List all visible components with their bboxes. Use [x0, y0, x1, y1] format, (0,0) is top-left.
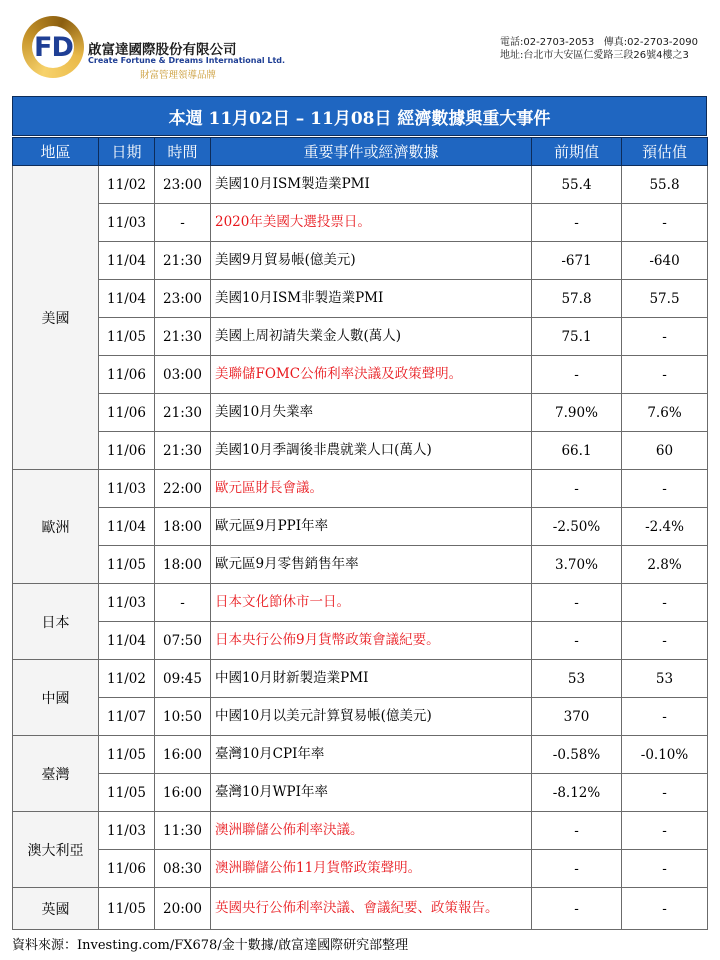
estimate-value-cell: -: [622, 204, 708, 242]
date-cell: 11/03: [99, 204, 155, 242]
event-cell: 美國10月失業率: [211, 394, 532, 432]
event-cell: 中國10月以美元計算貿易帳(億美元): [211, 698, 532, 736]
estimate-value-cell: -: [622, 356, 708, 394]
region-cell: 中國: [13, 660, 99, 736]
date-cell: 11/05: [99, 546, 155, 584]
time-cell: 10:50: [155, 698, 211, 736]
event-cell: 歐元區財長會議。: [211, 470, 532, 508]
table-row: [13, 166, 708, 204]
estimate-value-cell: 55.8: [622, 166, 708, 204]
date-cell: 11/02: [99, 660, 155, 698]
table-row: [13, 850, 708, 888]
table-row: [13, 736, 708, 774]
region-cell: 日本: [13, 584, 99, 660]
time-cell: 21:30: [155, 318, 211, 356]
previous-value-cell: 370: [532, 698, 622, 736]
time-cell: 18:00: [155, 546, 211, 584]
estimate-value-cell: 53: [622, 660, 708, 698]
header-estimate: 預估值: [622, 138, 708, 166]
previous-value-cell: -: [532, 888, 622, 930]
header-date: 日期: [99, 138, 155, 166]
time-cell: 07:50: [155, 622, 211, 660]
date-cell: 11/03: [99, 584, 155, 622]
table-row: [13, 394, 708, 432]
event-cell: 美國10月季調後非農就業人口(萬人): [211, 432, 532, 470]
estimate-value-cell: -: [622, 850, 708, 888]
previous-value-cell: -0.58%: [532, 736, 622, 774]
header-time: 時間: [155, 138, 211, 166]
estimate-value-cell: 2.8%: [622, 546, 708, 584]
header-event: 重要事件或經濟數據: [211, 138, 532, 166]
date-cell: 11/06: [99, 850, 155, 888]
header-previous: 前期值: [532, 138, 622, 166]
time-cell: 11:30: [155, 812, 211, 850]
date-cell: 11/03: [99, 470, 155, 508]
date-cell: 11/05: [99, 736, 155, 774]
event-cell: 歐元區9月零售銷售年率: [211, 546, 532, 584]
estimate-value-cell: -: [622, 470, 708, 508]
previous-value-cell: 53: [532, 660, 622, 698]
company-name-en: Create Fortune & Dreams International Ltd.: [88, 56, 286, 65]
estimate-value-cell: -: [622, 812, 708, 850]
table-header-row: [13, 138, 708, 166]
previous-value-cell: -: [532, 622, 622, 660]
company-tagline: 財富管理領導品牌: [140, 70, 217, 81]
date-cell: 11/05: [99, 888, 155, 930]
table-row: [13, 660, 708, 698]
estimate-value-cell: -: [622, 774, 708, 812]
table-row: [13, 622, 708, 660]
estimate-value-cell: -0.10%: [622, 736, 708, 774]
time-cell: 08:30: [155, 850, 211, 888]
event-cell: 美國10月ISM製造業PMI: [211, 166, 532, 204]
previous-value-cell: -671: [532, 242, 622, 280]
previous-value-cell: -: [532, 204, 622, 242]
event-cell: 日本央行公佈9月貨幣政策會議紀要。: [211, 622, 532, 660]
time-cell: 20:00: [155, 888, 211, 930]
table-row: [13, 584, 708, 622]
estimate-value-cell: -640: [622, 242, 708, 280]
date-cell: 11/04: [99, 242, 155, 280]
event-cell: 英國央行公佈利率決議、會議紀要、政策報告。: [211, 888, 532, 930]
event-cell: 歐元區9月PPI年率: [211, 508, 532, 546]
time-cell: -: [155, 584, 211, 622]
event-cell: 美國9月貿易帳(億美元): [211, 242, 532, 280]
header-region: 地區: [13, 138, 99, 166]
company-name-zh: 啟富達國際股份有限公司: [88, 42, 237, 58]
region-cell: 英國: [13, 888, 99, 930]
events-table-body: [13, 166, 708, 930]
time-cell: 21:30: [155, 394, 211, 432]
table-row: [13, 698, 708, 736]
region-cell: 澳大利亞: [13, 812, 99, 888]
time-cell: 23:00: [155, 166, 211, 204]
time-cell: 23:00: [155, 280, 211, 318]
event-cell: 2020年美國大選投票日。: [211, 204, 532, 242]
logo-mark: FD: [34, 32, 73, 63]
page-title: 本週 11月02日 – 11月08日 經濟數據與重大事件: [12, 96, 707, 136]
previous-value-cell: 66.1: [532, 432, 622, 470]
table-row: [13, 812, 708, 850]
previous-value-cell: -: [532, 850, 622, 888]
events-table: [12, 137, 708, 930]
event-cell: 美聯儲FOMC公佈利率決議及政策聲明。: [211, 356, 532, 394]
previous-value-cell: -: [532, 584, 622, 622]
event-cell: 臺灣10月WPI年率: [211, 774, 532, 812]
estimate-value-cell: -: [622, 584, 708, 622]
fax-number: 傳真:02-2703-2090: [603, 37, 698, 48]
event-cell: 臺灣10月CPI年率: [211, 736, 532, 774]
event-cell: 日本文化節休市一日。: [211, 584, 532, 622]
table-row: [13, 318, 708, 356]
estimate-value-cell: 7.6%: [622, 394, 708, 432]
date-cell: 11/06: [99, 356, 155, 394]
time-cell: 09:45: [155, 660, 211, 698]
date-cell: 11/03: [99, 812, 155, 850]
event-cell: 美國上周初請失業金人數(萬人): [211, 318, 532, 356]
previous-value-cell: -: [532, 356, 622, 394]
table-row: [13, 774, 708, 812]
event-cell: 美國10月ISM非製造業PMI: [211, 280, 532, 318]
estimate-value-cell: -: [622, 888, 708, 930]
estimate-value-cell: -: [622, 318, 708, 356]
time-cell: 16:00: [155, 736, 211, 774]
estimate-value-cell: 57.5: [622, 280, 708, 318]
time-cell: 21:30: [155, 242, 211, 280]
table-row: [13, 432, 708, 470]
time-cell: -: [155, 204, 211, 242]
estimate-value-cell: -: [622, 698, 708, 736]
date-cell: 11/04: [99, 280, 155, 318]
table-row: [13, 280, 708, 318]
time-cell: 18:00: [155, 508, 211, 546]
table-row: [13, 546, 708, 584]
table-row: [13, 470, 708, 508]
estimate-value-cell: 60: [622, 432, 708, 470]
time-cell: 16:00: [155, 774, 211, 812]
time-cell: 22:00: [155, 470, 211, 508]
contact-info: [500, 36, 698, 62]
table-row: [13, 204, 708, 242]
region-cell: 臺灣: [13, 736, 99, 812]
table-row: [13, 888, 708, 930]
previous-value-cell: 7.90%: [532, 394, 622, 432]
address: 地址:台北市大安區仁愛路三段26號4樓之3: [500, 50, 689, 61]
table-row: [13, 356, 708, 394]
previous-value-cell: -: [532, 470, 622, 508]
estimate-value-cell: -2.4%: [622, 508, 708, 546]
time-cell: 03:00: [155, 356, 211, 394]
date-cell: 11/05: [99, 774, 155, 812]
company-logo: [20, 12, 290, 84]
event-cell: 澳洲聯儲公佈利率決議。: [211, 812, 532, 850]
region-cell: 歐洲: [13, 470, 99, 584]
date-cell: 11/02: [99, 166, 155, 204]
previous-value-cell: -8.12%: [532, 774, 622, 812]
date-cell: 11/04: [99, 622, 155, 660]
source-note: 資料來源：Investing.com/FX678/金十數據/啟富達國際研究部整理: [12, 938, 409, 953]
date-cell: 11/04: [99, 508, 155, 546]
table-row: [13, 242, 708, 280]
previous-value-cell: -: [532, 812, 622, 850]
estimate-value-cell: -: [622, 622, 708, 660]
date-cell: 11/06: [99, 394, 155, 432]
previous-value-cell: 57.8: [532, 280, 622, 318]
date-cell: 11/06: [99, 432, 155, 470]
previous-value-cell: 75.1: [532, 318, 622, 356]
previous-value-cell: 3.70%: [532, 546, 622, 584]
previous-value-cell: 55.4: [532, 166, 622, 204]
event-cell: 中國10月財新製造業PMI: [211, 660, 532, 698]
phone-number: 電話:02-2703-2053: [500, 37, 595, 48]
date-cell: 11/05: [99, 318, 155, 356]
time-cell: 21:30: [155, 432, 211, 470]
table-row: [13, 508, 708, 546]
event-cell: 澳洲聯儲公佈11月貨幣政策聲明。: [211, 850, 532, 888]
date-cell: 11/07: [99, 698, 155, 736]
region-cell: 美國: [13, 166, 99, 470]
previous-value-cell: -2.50%: [532, 508, 622, 546]
